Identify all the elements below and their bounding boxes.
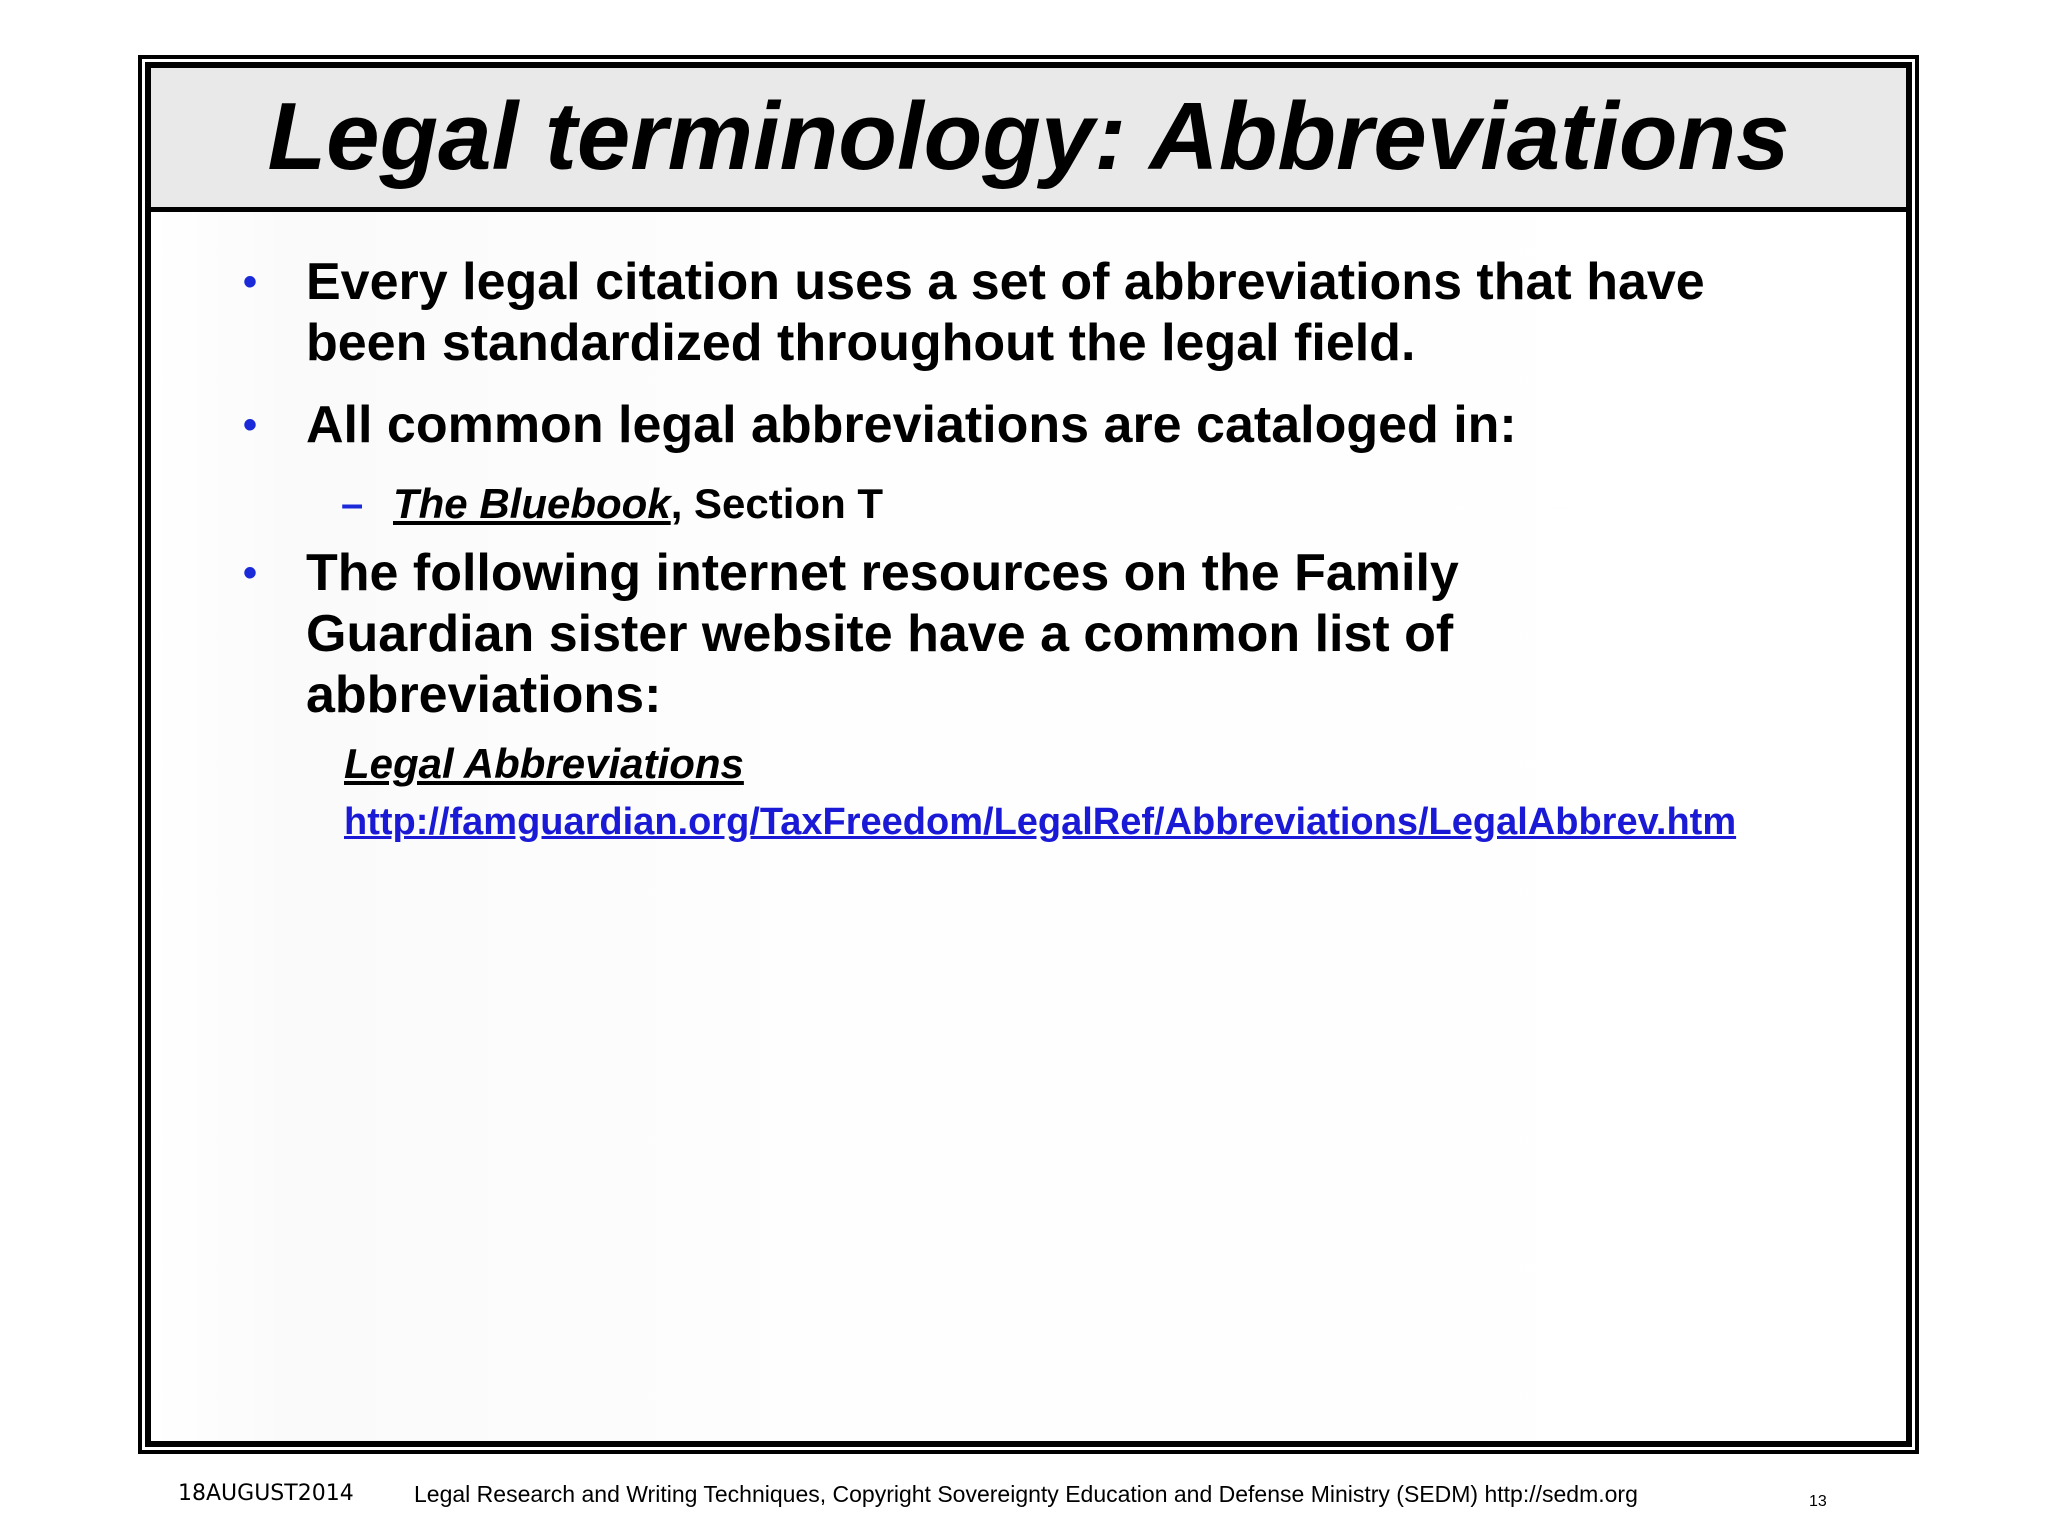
footer-date: 18AUGUST2014	[178, 1481, 354, 1506]
sub-item-text	[393, 478, 883, 530]
bullet-marker: •	[243, 260, 258, 304]
book-title: The Bluebook	[393, 480, 671, 527]
bullet-text: All common legal abbreviations are cataloged in:	[306, 396, 1517, 454]
resource-title: Legal Abbreviations	[344, 740, 744, 787]
title-band	[151, 68, 1906, 212]
sub-item-marker: –	[341, 482, 364, 526]
slide-title: Legal terminology: Abbreviations	[267, 83, 1790, 190]
bullet-text: The following internet resources on the Family Guardian sister website have a common list of abbreviations:	[306, 544, 1459, 724]
bullet-marker: •	[243, 551, 258, 595]
book-section: , Section T	[670, 480, 884, 527]
page-number: 13	[1809, 1493, 1827, 1510]
slide-content-frame	[145, 62, 1912, 1447]
footer-copyright: Legal Research and Writing Techniques, Copyright Sovereignty Education and Defense Ministry (SEDM) http://sedm.org	[414, 1481, 1638, 1507]
bullet-text: Every legal citation uses a set of abbreviations that have been standardized throughout the legal field.	[306, 253, 1705, 372]
resource-link[interactable]: http://famguardian.org/TaxFreedom/LegalRef/Abbreviations/LegalAbbrev.htm	[344, 801, 1737, 843]
bullet-marker: •	[243, 403, 258, 447]
